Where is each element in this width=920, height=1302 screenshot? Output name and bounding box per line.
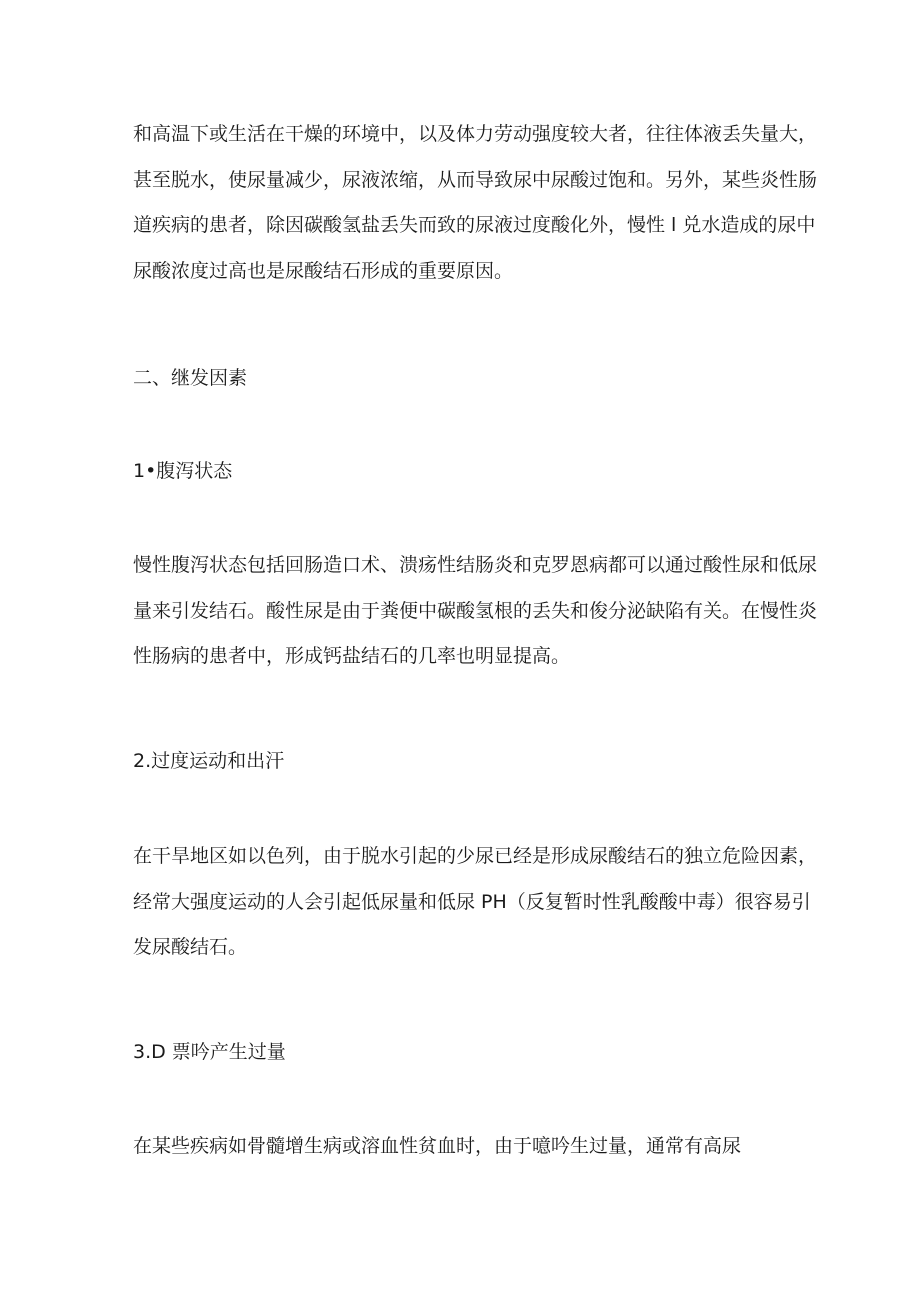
- paragraph-diarrhea: [133, 547, 818, 675]
- subheading-purine-overproduction: 3.D 票吟产生过量: [133, 1041, 286, 1063]
- subheading-exercise-sweating: 2.过度运动和出汗: [133, 750, 285, 772]
- paragraph-purine-overproduction: [133, 1128, 813, 1165]
- paragraph-exercise-sweating: [133, 838, 818, 966]
- paragraph-line: 甚至脱水，使尿量减少，尿液浓缩，从而导致尿中尿酸过饱和。另外，某些炎性肠: [133, 168, 818, 191]
- paragraph-line: 在某些疾病如骨髓增生病或溶血性贫血时，由于噫吟生过量，通常有高尿: [133, 1135, 742, 1157]
- paragraph-line: 道疾病的患者，除因碳酸氢盐丢失而致的尿液过度酸化外，慢性 l 兑水造成的尿中: [133, 214, 816, 236]
- paragraph-line: 在干旱地区如以色列，由于脱水引起的少尿已经是形成尿酸结石的独立危险因素，: [133, 845, 818, 867]
- paragraph-line: 经常大强度运动的人会引起低尿量和低尿 PH（反复暂时性乳酸酸中毒）很容易引: [133, 890, 811, 913]
- paragraph-line: 发尿酸结石。: [133, 936, 248, 958]
- subheading-diarrhea: 1•腹泻状态: [133, 460, 233, 482]
- paragraph-dehydration-causes: [133, 116, 818, 289]
- paragraph-line: 慢性腹泻状态包括回肠造口术、溃疡性结肠炎和克罗恩病都可以通过酸性尿和低尿: [133, 554, 818, 576]
- section-heading-secondary-factors: 二、继发因素: [133, 367, 248, 389]
- paragraph-line: 和高温下或生活在干燥的环境中，以及体力劳动强度较大者，往往体液丢失量大，: [133, 123, 818, 145]
- paragraph-line: 尿酸浓度过高也是尿酸结石形成的重要原因。: [133, 259, 514, 282]
- paragraph-line: 量来引发结石。酸性尿是由于粪便中碳酸氢根的丢失和俊分泌缺陷有关。在慢性炎: [133, 599, 818, 622]
- paragraph-line: 性肠病的患者中，形成钙盐结石的几率也明显提高。: [133, 645, 571, 667]
